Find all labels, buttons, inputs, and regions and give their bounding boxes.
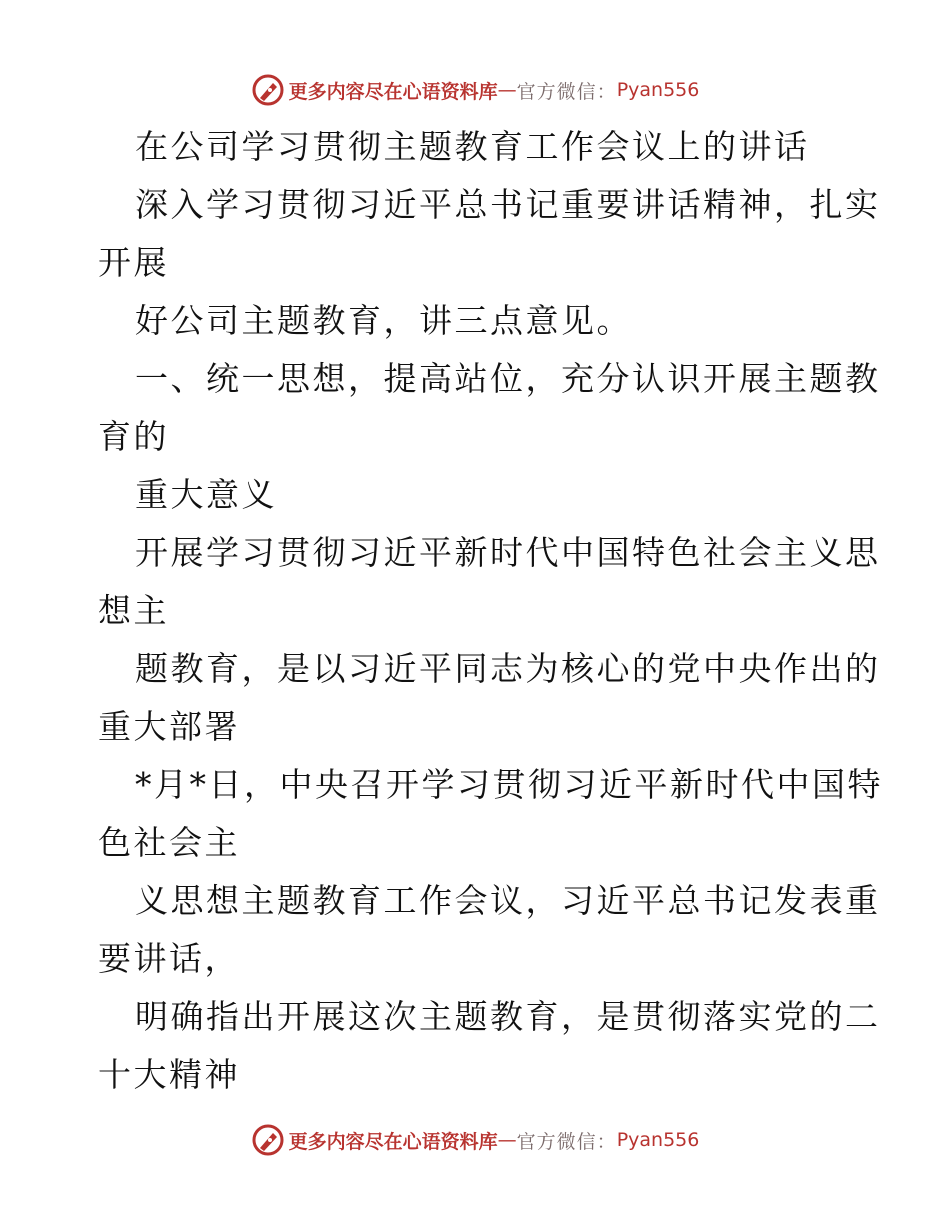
text-line: 开展学习贯彻习近平新时代中国特色社会主义思: [135, 533, 881, 572]
text-line: 想主: [98, 591, 169, 630]
text-line: 重大意义: [135, 475, 277, 514]
text-line: 十大精神: [98, 1055, 240, 1094]
document-body: [98, 118, 883, 1104]
watermark-wechat-id: Pyan556: [616, 1129, 700, 1151]
text-line: 重大部署: [98, 707, 240, 746]
text-line: *月*日，中央召开学习贯彻习近平新时代中国特: [135, 765, 883, 804]
text-line: 要讲话，: [98, 939, 240, 978]
watermark-dash: —: [497, 1129, 517, 1151]
text-line: 题教育，是以习近平同志为核心的党中央作出的: [135, 649, 881, 688]
text-line: 一、统一思想，提高站位，充分认识开展主题教: [135, 359, 881, 398]
text-line: 育的: [98, 417, 169, 456]
watermark-dash: —: [497, 79, 517, 101]
watermark-main-text: 更多内容尽在心语资料库: [288, 1130, 498, 1153]
watermark-wechat-label: 官方微信：: [516, 80, 617, 103]
header-watermark: [0, 70, 950, 110]
watermark-wechat-label: 官方微信：: [516, 1130, 617, 1153]
pen-logo-icon: [251, 73, 285, 107]
text-line: 在公司学习贯彻主题教育工作会议上的讲话: [135, 127, 810, 166]
text-line: 深入学习贯彻习近平总书记重要讲话精神，扎实: [135, 185, 881, 224]
text-line: 义思想主题教育工作会议，习近平总书记发表重: [135, 881, 881, 920]
watermark-wechat-id: Pyan556: [616, 79, 700, 101]
watermark-main-text: 更多内容尽在心语资料库: [288, 80, 498, 103]
text-line: 好公司主题教育，讲三点意见。: [135, 301, 632, 340]
text-line: 开展: [98, 243, 169, 282]
text-line: 色社会主: [98, 823, 240, 862]
text-line: 明确指出开展这次主题教育，是贯彻落实党的二: [135, 997, 881, 1036]
footer-watermark: [0, 1120, 950, 1160]
pen-logo-icon: [251, 1123, 285, 1157]
